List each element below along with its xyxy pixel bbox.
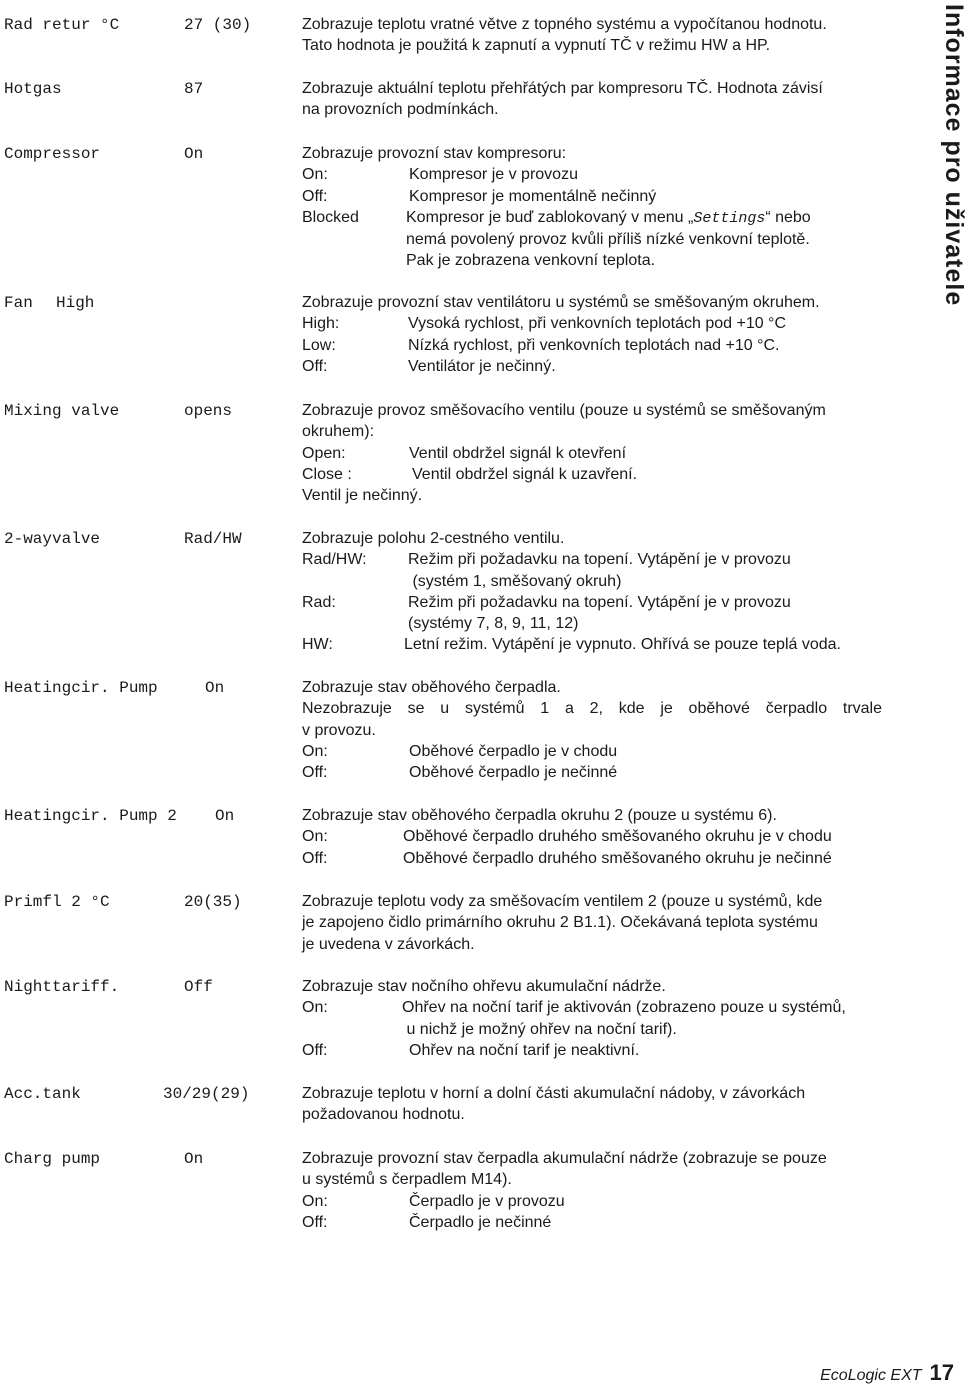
param-description bbox=[302, 805, 882, 869]
param-description bbox=[302, 1083, 882, 1126]
option-text: Ventilátor je nečinný. bbox=[408, 357, 556, 375]
option-text-line: Režim při požadavku na topení. Vytápění je v provozu bbox=[408, 551, 791, 569]
option-row bbox=[302, 634, 882, 655]
option-row bbox=[302, 826, 882, 847]
option-label: Off: bbox=[302, 357, 328, 375]
option-text: Oběhové čerpadlo je nečinné bbox=[409, 764, 618, 782]
param-description bbox=[302, 891, 882, 955]
desc-intro-line: u systémů s čerpadlem M14). bbox=[302, 1171, 512, 1189]
desc-intro-line: Zobrazuje provozní stav čerpadla akumulační nádrže (zobrazuje se pouze bbox=[302, 1150, 827, 1167]
option-row bbox=[302, 207, 882, 271]
option-text: Nízká rychlost, při venkovních teplotách nad +10 °C. bbox=[408, 336, 780, 354]
option-label: High: bbox=[302, 315, 340, 333]
option-text: Oběhové čerpadlo je v chodu bbox=[409, 742, 618, 760]
param-description bbox=[302, 1148, 882, 1233]
option-label: Rad: bbox=[302, 593, 336, 611]
option-label: HW: bbox=[302, 636, 333, 654]
option-text bbox=[408, 592, 791, 635]
option-text-line: nemá povolený provoz kvůli příliš nízké venkovní teplotě. bbox=[406, 231, 810, 249]
param-value: 27 (30) bbox=[184, 16, 252, 34]
desc-line: Tato hodnota je použitá k zapnutí a vypnutí TČ v režimu HW a HP. bbox=[302, 37, 771, 55]
option-row bbox=[302, 356, 882, 377]
option-text-line: Ohřev na noční tarif je aktivován (zobrazeno pouze u systémů, bbox=[402, 999, 846, 1017]
param-description bbox=[302, 976, 882, 1061]
param-name: Primfl 2 °C bbox=[4, 893, 110, 911]
option-text: Oběhové čerpadlo druhého směšovaného okruhu je v chodu bbox=[403, 828, 832, 846]
param-description bbox=[302, 400, 882, 506]
desc-line: je uvedena v závorkách. bbox=[302, 935, 475, 953]
desc-line: Zobrazuje aktuální teplotu přehřátých par kompresoru TČ. Hodnota závisí bbox=[302, 80, 823, 97]
option-text-line: u nichž je možný ohřev na noční tarif). bbox=[402, 1020, 677, 1038]
side-section-title: Informace pro uživatele bbox=[940, 4, 968, 307]
option-label: Rad/HW: bbox=[302, 551, 367, 569]
option-label: On: bbox=[302, 1192, 328, 1210]
desc-line: Zobrazuje teplotu vody za směšovacím ventilem 2 (pouze u systémů, kde bbox=[302, 893, 823, 910]
param-name: Fan bbox=[4, 294, 33, 312]
desc-line: na provozních podmínkách. bbox=[302, 101, 499, 119]
desc-intro: Zobrazuje stav oběhového čerpadla okruhu 2 (pouze u systému 6). bbox=[302, 807, 777, 824]
option-text: Ventil obdržel signál k uzavření. bbox=[412, 465, 638, 483]
option-label: Off: bbox=[302, 187, 328, 205]
option-label: Open: bbox=[302, 444, 346, 462]
param-description bbox=[302, 677, 882, 783]
desc-intro-line: Zobrazuje provoz směšovacího ventilu (pouze u systémů se směšovaným bbox=[302, 402, 826, 419]
param-value: On bbox=[184, 145, 204, 163]
param-value: High bbox=[56, 294, 95, 312]
option-text: Ohřev na noční tarif je neaktivní. bbox=[409, 1041, 640, 1059]
param-description bbox=[302, 14, 882, 57]
option-row bbox=[302, 313, 882, 334]
param-description bbox=[302, 78, 882, 121]
param-value: 87 bbox=[184, 80, 204, 98]
option-text-post: “ nebo bbox=[765, 208, 811, 226]
option-row bbox=[302, 186, 882, 207]
desc-intro: Zobrazuje polohu 2-cestného ventilu. bbox=[302, 530, 565, 547]
param-value: Rad/HW bbox=[184, 530, 242, 548]
page-number: 17 bbox=[929, 1360, 954, 1385]
option-label: Off: bbox=[302, 764, 328, 782]
desc-intro-line: okruhem): bbox=[302, 423, 375, 441]
desc-intro: Zobrazuje stav nočního ohřevu akumulační nádrže. bbox=[302, 978, 666, 995]
option-text-pre: Kompresor je buď zablokovaný v menu „ bbox=[406, 208, 694, 226]
page-footer bbox=[820, 1360, 954, 1390]
option-label: Off: bbox=[302, 849, 328, 867]
option-label: On: bbox=[302, 828, 328, 846]
param-name: Nighttariff. bbox=[4, 978, 120, 996]
param-name: Heatingcir. Pump 2 bbox=[4, 807, 177, 825]
param-name: 2-wayvalve bbox=[4, 530, 101, 548]
option-text-line: Režim při požadavku na topení. Vytápění je v provozu bbox=[408, 593, 791, 611]
option-text: Letní režim. Vytápění je vypnuto. Ohřívá se pouze teplá voda. bbox=[404, 636, 841, 654]
param-value: 30/29(29) bbox=[163, 1085, 250, 1103]
product-name: EcoLogic EXT bbox=[820, 1367, 922, 1384]
param-value: On bbox=[215, 807, 235, 825]
option-text-line: (systémy 7, 8, 9, 11, 12) bbox=[408, 615, 579, 633]
settings-menu-name: Settings bbox=[693, 209, 766, 227]
option-label: Off: bbox=[302, 1213, 328, 1231]
option-row bbox=[302, 335, 882, 356]
param-value: opens bbox=[184, 402, 233, 420]
param-name: Compressor bbox=[4, 145, 101, 163]
option-text: Vysoká rychlost, při venkovních teplotách pod +10 °C bbox=[408, 315, 787, 333]
param-description bbox=[302, 528, 882, 656]
param-value: On bbox=[184, 1150, 204, 1168]
option-text: Ventil obdržel signál k otevření bbox=[409, 444, 627, 462]
option-text: Kompresor je v provozu bbox=[409, 166, 578, 184]
desc-outro: Ventil je nečinný. bbox=[302, 487, 423, 505]
desc-justified-tail: v provozu. bbox=[302, 721, 376, 739]
param-description bbox=[302, 143, 882, 271]
option-text: Oběhové čerpadlo druhého směšovaného okruhu je nečinné bbox=[403, 849, 832, 867]
desc-intro: Zobrazuje provozní stav kompresoru: bbox=[302, 145, 567, 162]
option-label: Close : bbox=[302, 465, 352, 483]
option-text: Kompresor je momentálně nečinný bbox=[409, 187, 657, 205]
option-row bbox=[302, 762, 882, 783]
param-value: Off bbox=[184, 978, 213, 996]
option-row bbox=[302, 443, 882, 464]
option-text: Čerpadlo je nečinné bbox=[409, 1213, 552, 1231]
option-label: On: bbox=[302, 166, 328, 184]
option-row bbox=[302, 997, 882, 1040]
option-text: Čerpadlo je v provozu bbox=[409, 1192, 565, 1210]
option-text bbox=[408, 549, 791, 592]
option-text-line: (systém 1, směšovaný okruh) bbox=[408, 572, 622, 590]
param-value: 20(35) bbox=[184, 893, 242, 911]
option-row bbox=[302, 848, 882, 869]
param-name: Rad retur °C bbox=[4, 16, 120, 34]
desc-line: je zapojeno čidlo primárního okruhu 2 B1.1). Očekávaná teplota systému bbox=[302, 914, 818, 932]
option-row bbox=[302, 1212, 882, 1233]
option-label: On: bbox=[302, 742, 328, 760]
option-row bbox=[302, 741, 882, 762]
option-text bbox=[406, 207, 811, 272]
option-label: Low: bbox=[302, 336, 336, 354]
option-row bbox=[302, 549, 882, 592]
desc-intro: Zobrazuje provozní stav ventilátoru u systémů se směšovaným okruhem. bbox=[302, 294, 820, 311]
option-row bbox=[302, 464, 882, 485]
option-row bbox=[302, 1191, 882, 1212]
option-text bbox=[402, 997, 846, 1040]
option-label: On: bbox=[302, 999, 328, 1017]
param-name: Heatingcir. Pump bbox=[4, 679, 158, 697]
desc-justified-line: Nezobrazuje se u systémů 1 a 2, kde je oběhové čerpadlo trvale bbox=[302, 700, 882, 718]
param-value: On bbox=[205, 679, 225, 697]
desc-line: Zobrazuje teplotu vratné větve z topného systému a vypočítanou hodnotu. bbox=[302, 16, 827, 33]
param-description bbox=[302, 292, 882, 377]
desc-line: Zobrazuje teplotu v horní a dolní části akumulační nádoby, v závorkách bbox=[302, 1085, 806, 1102]
option-row bbox=[302, 592, 882, 635]
desc-intro: Zobrazuje stav oběhového čerpadla. bbox=[302, 679, 561, 696]
param-name: Acc.tank bbox=[4, 1085, 81, 1103]
option-row bbox=[302, 1040, 882, 1061]
option-label: Off: bbox=[302, 1041, 328, 1059]
option-text-line: Pak je zobrazena venkovní teplota. bbox=[406, 252, 656, 270]
option-row bbox=[302, 164, 882, 185]
option-label: Blocked bbox=[302, 208, 359, 226]
desc-line: požadovanou hodnotu. bbox=[302, 1106, 465, 1124]
param-name: Hotgas bbox=[4, 80, 62, 98]
param-name: Charg pump bbox=[4, 1150, 101, 1168]
param-name: Mixing valve bbox=[4, 402, 120, 420]
